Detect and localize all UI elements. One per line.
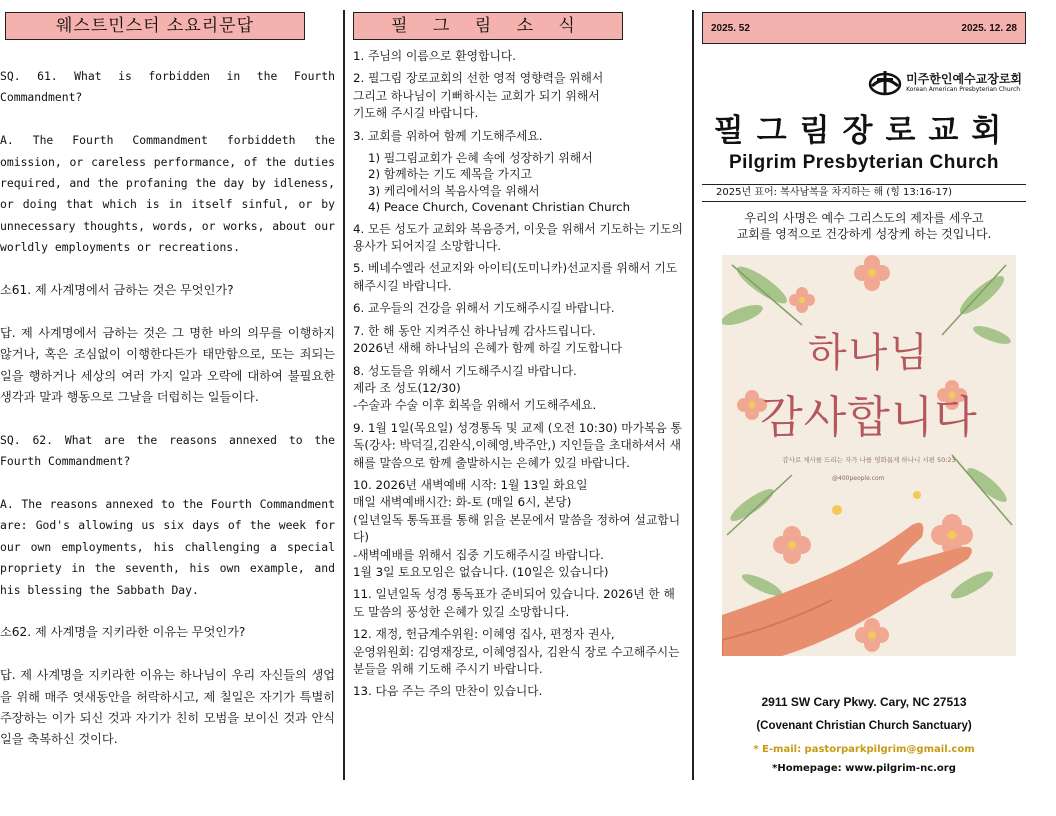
news-item: 3. 교회를 위하여 함께 기도해주세요. [353,128,543,143]
news-item: 1. 주님의 이름으로 환영합니다. [353,49,517,63]
cover-column [702,12,1026,774]
catechism-paragraph: A. The reasons annexed to the Fourth Commandment are: God's allowing us six days of the week for our own employments, his challenging a special propriety in the seventh, his own example, and his blessing the Sabbath Day. [0,497,335,597]
news-item: 4. 모든 성도가 교회와 복음증거, 이웃을 위해서 기도하는 기도의 용사가 되어지길 소망합니다. [353,221,683,254]
catechism-paragraph: A. The Fourth Commandment forbiddeth the omission, or careless performance, of the duties required, and the profaning the day by idleness, or doing that which is in itself sinful, or by unnecessary thoughts, words, or works, about our worldly employments or recreations. [0,133,335,255]
mission-statement [702,210,1026,242]
denomination-logo [702,70,1026,96]
poster-credit: @400people.com [832,475,885,482]
news-item: 10. 2026년 새벽예배 시작: 1월 13일 화요일 매일 새벽예배시간: 화-토 (매일 6시, 본당) (일년일독 통독표를 통해 읽을 본문에서 말씀을 정하여 설교합니다) -새벽예배를 위해서 집중 기도해주시길 바랍니다. 1월 3일 토요모임은 없습니다. (10일은 있습니다) [353,477,681,579]
catechism-body [0,66,336,751]
mission-line: 교회를 영적으로 건강하게 성장케 하는 것입니다. [736,227,992,241]
thanksgiving-poster [722,255,1016,656]
catechism-paragraph: SQ. 62. What are the reasons annexed to the Fourth Commandment? [0,432,335,469]
year-motto: 2025년 표어: 복사남복을 차지하는 해 (힝 13:16-17) [702,184,1026,202]
poster-title-line2: 감사합니다 [760,392,978,443]
issue-date: 2025. 12. 28 [961,22,1017,34]
sanctuary-note: (Covenant Christian Church Sanctuary) [756,720,972,732]
issue-number: 2025. 52 [711,22,750,34]
church-address: 2911 SW Cary Pkwy. Cary, NC 27513 [761,695,967,709]
news-list [353,48,683,701]
news-subitems [353,150,683,216]
church-name-korean: 필그림장로교회 [713,113,1015,148]
church-name-english: Pilgrim Presbyterian Church [728,152,1000,173]
news-item: 12. 재정, 헌금계수위원: 이혜영 집사, 편정자 권사, 운영위원회: 김영재장로, 이혜영집사, 김완식 장로 수고해주시는 분들을 위해 기도해 주시기 바랍니다. [353,627,680,676]
catechism-header: 웨스트민스터 소요리문답 [5,12,305,40]
poster-title-line1: 하나님 [808,330,930,376]
catechism-paragraph: 답. 제 사계명을 지키라한 이유는 하나님이 우리 자신들의 생업을 위해 매주 엿새동안을 허락하시고, 제 칠일은 자기가 특별히 주장하는 이가 되신 것과 자기가 친히 모범을 보이신 것과 안식일을 축복하신 것이다. [0,668,335,747]
catechism-paragraph: 답. 제 사계명에서 금하는 것은 그 명한 바의 의무를 이행하지 않거나, 혹은 조심없이 이행한다든가 태만함으로, 또는 죄되는 일을 행하거나 세상의 여러 가지 일과 오락에 대하여 불필요한 생각과 말과 행동으로 그날을 더럽히는 일들이다. [0,325,335,405]
column-divider-right [692,10,694,780]
email-link[interactable]: * E-mail: pastorparkpilgrim@gmail.com [753,744,975,755]
news-item: 9. 1월 1일(목요일) 성경통독 및 교제 (오전 10:30) 마가복음 통독(강사: 박덕길,김완식,이혜영,박주안,) 지인들을 초대하셔서 새해를 말씀으로 함께 출발하시는 은혜가 있길 바랍니다. [353,420,682,470]
catechism-column [0,12,336,772]
news-subitem: 4) Peace Church, Covenant Christian Church [368,200,631,215]
catechism-paragraph: 소61. 제 사계명에서 금하는 것은 무엇인가? [0,283,234,298]
logo-english-name: Korean American Presbyterian Church [906,86,1021,93]
poster-verse: 감사로 제사를 드리는 자가 나를 영화롭게 하나니 시편 50:23 [782,456,956,464]
catechism-paragraph: 소62. 제 사계명을 지키라한 이유는 무엇인가? [0,625,246,640]
homepage-link[interactable]: *Homepage: www.pilgrim-nc.org [772,763,956,774]
news-item: 13. 다음 주는 주의 만찬이 있습니다. [353,684,543,699]
news-subitem: 2) 함께하는 기도 제목을 가지고 [368,167,532,182]
news-item: 5. 베네수엘라 선교지와 아이티(도미니카)선교지를 위해서 기도해주시길 바랍니다. [353,261,678,293]
news-item: 11. 일년일독 성경 통독표가 준비되어 있습니다. 2026년 한 해도 말씀의 풍성한 은혜가 있길 소망합니다. [353,587,675,619]
news-item: 6. 교우들의 건강을 위해서 기도해주시길 바랍니다. [353,301,615,316]
news-item: 2. 필그림 장로교회의 선한 영적 영향력을 위해서 그리고 하나님이 기뻐하시는 교회가 되기 위해서 기도해 주시길 바랍니다. [353,71,604,121]
column-divider-left [343,10,345,780]
logo-korean-name: 미주한인예수교장로회 [906,72,1022,86]
news-item: 8. 성도들을 위해서 기도해주시길 바랍니다. 제라 조 성도(12/30) -수술과 수술 이후 회복을 위해서 기도해주세요. [353,363,597,413]
news-column [353,12,683,706]
catechism-paragraph: SQ. 61. What is forbidden in the Fourth Commandment? [0,69,335,105]
news-header: 필 그 림 소 식 [353,12,623,40]
news-subitem: 3) 케리에서의 복음사역을 위해서 [368,183,540,198]
news-item: 7. 한 해 동안 지켜주신 하나님께 감사드립니다. 2026년 새해 하나님의 은혜가 함께 하길 기도합니다 [353,323,623,356]
issue-bar [702,12,1026,44]
news-subitem: 1) 필그림교회가 은혜 속에 성장하기 위해서 [368,151,593,166]
church-logo-icon [868,70,902,96]
mission-line: 우리의 사명은 예수 그리스도의 제자를 세우고 [744,211,984,225]
